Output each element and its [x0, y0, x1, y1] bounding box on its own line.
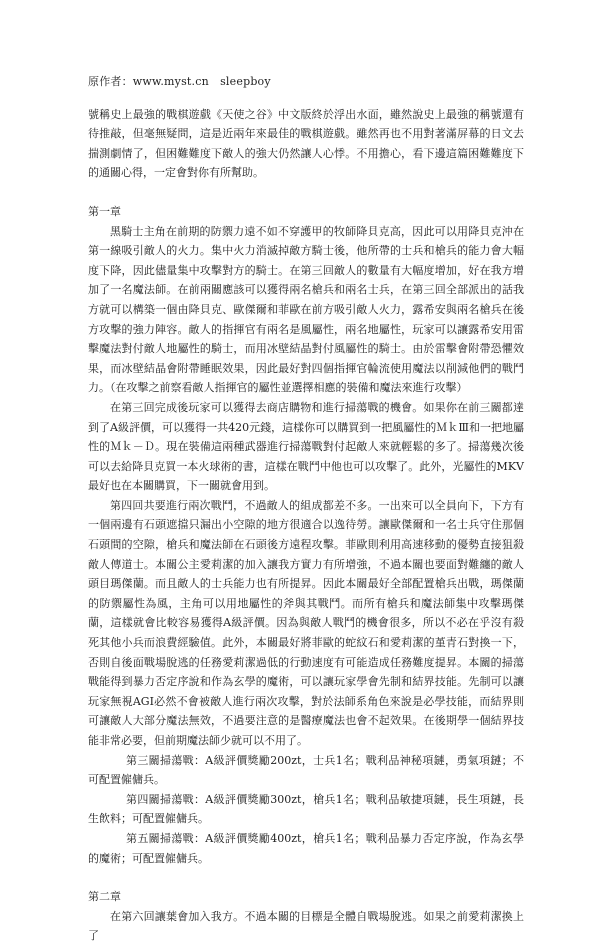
chapter-1-paragraph-1: 黑騎士主角在前期的防禦力遠不如不穿護甲的牧師降貝克高，因此可以用降貝克沖在第一線吸引敵人的火力。集中火力消滅掉敵方騎士後，他所帶的士兵和槍兵的能力會大幅度下降，因此儘量集中攻擊對方的騎士。在第三回敵人的數量有大幅度增加，好在我方增加了一名魔法師。在前兩關應該可以獲得兩名槍兵和兩名士兵，在第三回全部派出的話我方就可以構築一個由降貝克、歐傑爾和菲歐在前方吸引敵人火力，露希安與兩名槍兵在後方攻擊的強力陣容。敵人的指揮官有兩名是風屬性，兩名地屬性，玩家可以讓露希安用雷擊魔法對付敵人地屬性的騎士，而用冰壁結晶對付風屬性的騎士。由於雷擊會附帶恐懼效果，而冰壁結晶會附帶睡眠效果，因此最好對四個指揮官輪流使用魔法以削減他們的戰鬥力。（在攻擊之前察看敵人指揮官的屬性並選擇相應的裝備和魔法來進行攻擊） — [88, 224, 524, 395]
chapter-1-paragraph-3: 第四回共要進行兩次戰鬥，不過敵人的組成都差不多。一出來可以全員向下，下方有一個兩邊有石頭遮擋只漏出小空隙的地方很適合以逸待勞。讓歐傑爾和一名士兵守住那個石頭間的空隙，槍兵和魔法師在石頭後方遠程攻擊。菲歐則利用高速移動的優勢直接狙殺敵人傳道士。本關公主愛莉潔的加入讓我方實力有所增強，不過本關也要面對難纏的敵人頭目瑪傑蘭。而且敵人的士兵能力也有所提昇。因此本關最好全部配置槍兵出戰，瑪傑蘭的防禦屬性為風，主角可以用地屬性的斧與其戰鬥。而所有槍兵和魔法師集中攻擊瑪傑蘭，這樣就會比較容易獲得A級評價。因為與敵人戰鬥的機會很多，所以不必在乎沒有殺死其他小兵而浪費經驗值。此外，本關最好將菲歐的蛇紋石和愛莉潔的堇青石對換一下，否則自後面戰場脫逃的任務愛莉潔過低的行動速度有可能造成任務難度提昇。本關的掃蕩戰能得到暴力否定序說和作為玄學的魔術，可以讓玩家學會先制和結界技能。先制可以讓玩家無視AGI必然不會被敵人進行兩次攻擊，對於法師系角色來說是必學技能，而結界則可讓敵人大部分魔法無效，不過要注意的是醫療魔法也會不起效果。在後期學一個結界技能非常必要，但前期魔法師少就可以不用了。 — [88, 498, 524, 747]
author-line: 原作者：www.myst.cn sleepboy — [88, 75, 271, 88]
document-page — [88, 62, 524, 946]
chapter-1-heading: 第一章 — [88, 204, 121, 218]
sweep-battle-stage-3: 第三關掃蕩戰：A級評價獎勵200zt，士兵1名；戰利品神秘項鏈，勇氣項鏈；不可配置僱傭兵。 — [88, 753, 524, 787]
sweep-battle-stage-5: 第五關掃蕩戰：A級評價獎勵400zt，槍兵1名；戰利品暴力否定序說，作為玄學的魔術；可配置僱傭兵。 — [88, 831, 524, 865]
chapter-1-paragraph-2: 在第三回完成後玩家可以獲得去商店購物和進行掃蕩戰的機會。如果你在前三關都達到了A級評價，可以獲得一共420元錢，這樣你可以購買到一把風屬性的ＭｋⅢ和一把地屬性的Ｍｋ－Ｄ。現在裝備這兩種武器進行掃蕩戰對付起敵人來就輕鬆的多了。掃蕩幾次後可以去給降貝克買一本火球術的書，這樣在戰鬥中他也可以攻擊了。此外，光屬性的MKV最好也在本關購買，下一關就會用到。 — [88, 400, 524, 493]
chapter-2-paragraph-1: 在第六回讓葉會加入我方。不過本關的目標是全體自戰場脫逃。如果之前愛莉潔換上了 — [88, 909, 524, 943]
sweep-battle-stage-4: 第四關掃蕩戰：A級評價獎勵300zt，槍兵1名；戰利品敏捷項鏈，長生項鏈，長生飲料；可配置僱傭兵。 — [88, 792, 524, 826]
chapter-2-heading: 第二章 — [88, 890, 121, 904]
intro-paragraph: 號稱史上最強的戰棋遊戲《天使之谷》中文版終於浮出水面，雖然說史上最強的稱號還有待推敲，但毫無疑問，這是近兩年來最佳的戰棋遊戲。雖然再也不用對著滿屏幕的日文去揣測劇情了，但困難難度下敵人的強大仍然讓人心悸。不用擔心，看下邊這篇困難難度下的通關心得，一定會對你有所幫助。 — [88, 107, 524, 180]
